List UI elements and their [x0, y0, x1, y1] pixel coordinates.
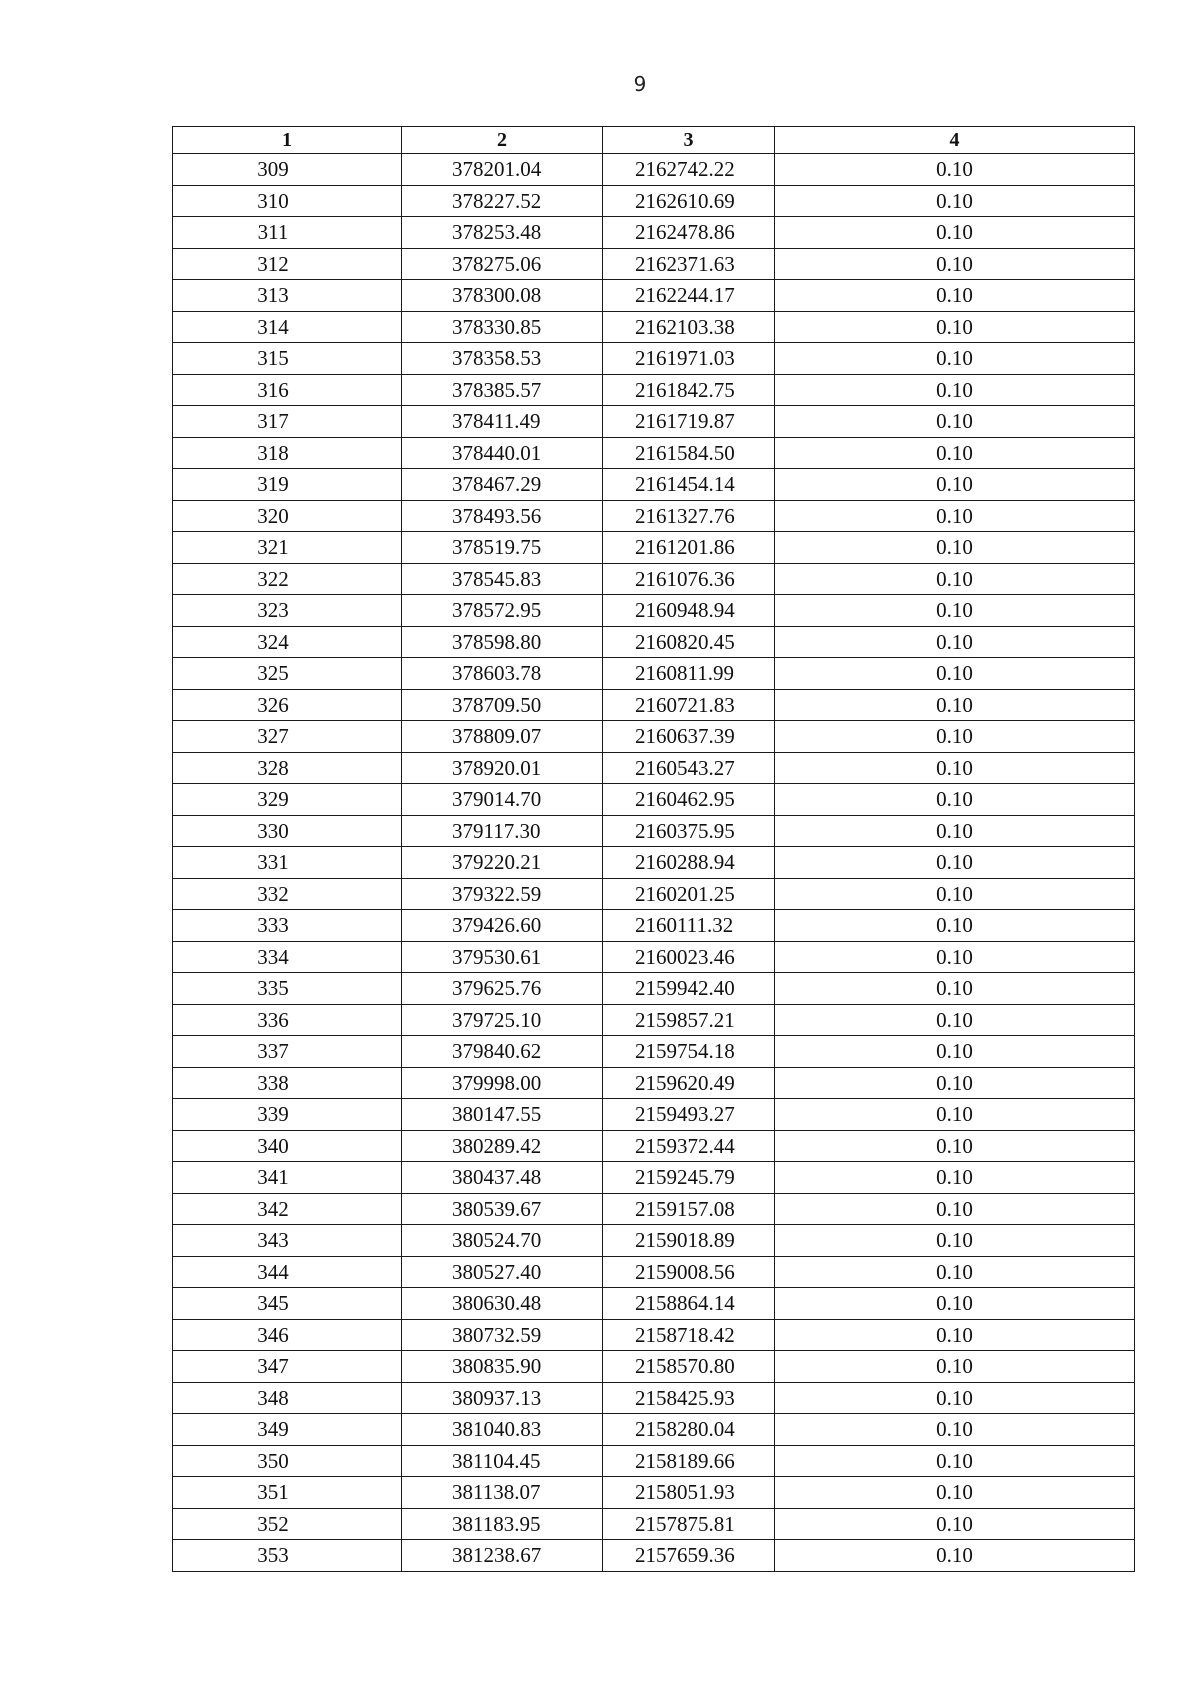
table-cell: 2162103.38 [603, 311, 775, 343]
table-cell: 380437.48 [402, 1162, 603, 1194]
table-cell: 2161584.50 [603, 437, 775, 469]
table-cell: 381238.67 [402, 1540, 603, 1572]
table-cell: 379725.10 [402, 1004, 603, 1036]
table-cell: 0.10 [775, 1319, 1135, 1351]
table-cell: 336 [173, 1004, 402, 1036]
table-row [173, 1382, 1135, 1414]
table-cell: 0.10 [775, 752, 1135, 784]
table-row [173, 532, 1135, 564]
table-cell: 315 [173, 343, 402, 375]
table-row [173, 626, 1135, 658]
table-row [173, 1445, 1135, 1477]
table-row [173, 1193, 1135, 1225]
table-row [173, 185, 1135, 217]
table-cell: 325 [173, 658, 402, 690]
table-body [173, 154, 1135, 1572]
table-cell: 380630.48 [402, 1288, 603, 1320]
table-cell: 2158280.04 [603, 1414, 775, 1446]
table-cell: 0.10 [775, 1288, 1135, 1320]
column-header: 4 [775, 127, 1135, 154]
table-cell: 2161076.36 [603, 563, 775, 595]
table-row [173, 154, 1135, 186]
table-cell: 331 [173, 847, 402, 879]
table-cell: 378493.56 [402, 500, 603, 532]
table-row [173, 469, 1135, 501]
table-cell: 381183.95 [402, 1508, 603, 1540]
table-cell: 0.10 [775, 1382, 1135, 1414]
table-cell: 380732.59 [402, 1319, 603, 1351]
table-row [173, 1099, 1135, 1131]
table-cell: 347 [173, 1351, 402, 1383]
table-row [173, 752, 1135, 784]
table-cell: 0.10 [775, 910, 1135, 942]
table-cell: 0.10 [775, 248, 1135, 280]
table-cell: 380835.90 [402, 1351, 603, 1383]
table-cell: 329 [173, 784, 402, 816]
table-cell: 2158718.42 [603, 1319, 775, 1351]
table-cell: 2160111.32 [603, 910, 775, 942]
table-cell: 2157875.81 [603, 1508, 775, 1540]
table-cell: 378411.49 [402, 406, 603, 438]
table-cell: 381040.83 [402, 1414, 603, 1446]
table-cell: 0.10 [775, 689, 1135, 721]
table-cell: 2162371.63 [603, 248, 775, 280]
table-cell: 2159942.40 [603, 973, 775, 1005]
table-cell: 378440.01 [402, 437, 603, 469]
table-row [173, 941, 1135, 973]
table-row [173, 1319, 1135, 1351]
table-cell: 0.10 [775, 941, 1135, 973]
table-cell: 2160811.99 [603, 658, 775, 690]
table-cell: 346 [173, 1319, 402, 1351]
table-row [173, 1477, 1135, 1509]
table-row [173, 595, 1135, 627]
table-cell: 379220.21 [402, 847, 603, 879]
table-header-row [173, 127, 1135, 154]
table-cell: 2158425.93 [603, 1382, 775, 1414]
table-cell: 0.10 [775, 374, 1135, 406]
table-cell: 2162610.69 [603, 185, 775, 217]
table-cell: 0.10 [775, 311, 1135, 343]
table-cell: 0.10 [775, 1099, 1135, 1131]
table-row [173, 563, 1135, 595]
table-cell: 0.10 [775, 847, 1135, 879]
table-cell: 2159008.56 [603, 1256, 775, 1288]
table-cell: 379117.30 [402, 815, 603, 847]
table-row [173, 784, 1135, 816]
table-row [173, 1351, 1135, 1383]
table-cell: 0.10 [775, 1036, 1135, 1068]
table-cell: 0.10 [775, 815, 1135, 847]
table-cell: 379322.59 [402, 878, 603, 910]
table-cell: 2159493.27 [603, 1099, 775, 1131]
table-cell: 2159245.79 [603, 1162, 775, 1194]
page-number: 9 [633, 72, 647, 96]
table-cell: 378300.08 [402, 280, 603, 312]
table-cell: 318 [173, 437, 402, 469]
table-cell: 380539.67 [402, 1193, 603, 1225]
table-cell: 0.10 [775, 154, 1135, 186]
table-cell: 0.10 [775, 721, 1135, 753]
table-cell: 0.10 [775, 1067, 1135, 1099]
table-row [173, 1508, 1135, 1540]
table-cell: 2161201.86 [603, 532, 775, 564]
table-row [173, 1036, 1135, 1068]
table-cell: 380147.55 [402, 1099, 603, 1131]
table-cell: 326 [173, 689, 402, 721]
table-cell: 379840.62 [402, 1036, 603, 1068]
table-row [173, 217, 1135, 249]
table-row [173, 815, 1135, 847]
table-row [173, 1288, 1135, 1320]
column-header: 3 [603, 127, 775, 154]
table-row [173, 878, 1135, 910]
table-cell: 0.10 [775, 1477, 1135, 1509]
table-cell: 380289.42 [402, 1130, 603, 1162]
table-cell: 314 [173, 311, 402, 343]
table-cell: 0.10 [775, 878, 1135, 910]
table-row [173, 1256, 1135, 1288]
table-cell: 378227.52 [402, 185, 603, 217]
table-cell: 2159857.21 [603, 1004, 775, 1036]
table-cell: 0.10 [775, 1193, 1135, 1225]
column-header: 1 [173, 127, 402, 154]
table-cell: 378358.53 [402, 343, 603, 375]
table-row [173, 343, 1135, 375]
table-cell: 343 [173, 1225, 402, 1257]
table-cell: 338 [173, 1067, 402, 1099]
table-cell: 380524.70 [402, 1225, 603, 1257]
table-cell: 379014.70 [402, 784, 603, 816]
table-cell: 378467.29 [402, 469, 603, 501]
table-cell: 378201.04 [402, 154, 603, 186]
table-row [173, 689, 1135, 721]
table-cell: 327 [173, 721, 402, 753]
table-cell: 339 [173, 1099, 402, 1131]
table-row [173, 721, 1135, 753]
table-cell: 328 [173, 752, 402, 784]
table-cell: 2162478.86 [603, 217, 775, 249]
table-cell: 312 [173, 248, 402, 280]
column-header: 2 [402, 127, 603, 154]
table-row [173, 1004, 1135, 1036]
table-cell: 2162742.22 [603, 154, 775, 186]
table-cell: 350 [173, 1445, 402, 1477]
table-cell: 0.10 [775, 973, 1135, 1005]
table-cell: 381104.45 [402, 1445, 603, 1477]
table-cell: 2160288.94 [603, 847, 775, 879]
table-cell: 0.10 [775, 437, 1135, 469]
table-cell: 311 [173, 217, 402, 249]
table-row [173, 500, 1135, 532]
table-cell: 309 [173, 154, 402, 186]
table-cell: 0.10 [775, 1004, 1135, 1036]
table-cell: 2159018.89 [603, 1225, 775, 1257]
table-cell: 2160543.27 [603, 752, 775, 784]
table-cell: 0.10 [775, 1414, 1135, 1446]
table-cell: 2160462.95 [603, 784, 775, 816]
table-cell: 0.10 [775, 1225, 1135, 1257]
table-cell: 322 [173, 563, 402, 595]
table-cell: 334 [173, 941, 402, 973]
table-cell: 349 [173, 1414, 402, 1446]
table-cell: 2160948.94 [603, 595, 775, 627]
table-cell: 378545.83 [402, 563, 603, 595]
table-cell: 0.10 [775, 595, 1135, 627]
table-row [173, 910, 1135, 942]
table-row [173, 1067, 1135, 1099]
table-cell: 345 [173, 1288, 402, 1320]
table-cell: 378253.48 [402, 217, 603, 249]
table-cell: 379530.61 [402, 941, 603, 973]
table-cell: 0.10 [775, 1445, 1135, 1477]
table-cell: 0.10 [775, 1508, 1135, 1540]
table-cell: 324 [173, 626, 402, 658]
table-cell: 2160820.45 [603, 626, 775, 658]
table-row [173, 1414, 1135, 1446]
table-cell: 2160721.83 [603, 689, 775, 721]
table-cell: 379426.60 [402, 910, 603, 942]
coordinates-table [172, 126, 1135, 1572]
table-cell: 317 [173, 406, 402, 438]
table-cell: 0.10 [775, 626, 1135, 658]
table-cell: 378920.01 [402, 752, 603, 784]
table-cell: 333 [173, 910, 402, 942]
table-cell: 352 [173, 1508, 402, 1540]
table-cell: 2159157.08 [603, 1193, 775, 1225]
table-cell: 0.10 [775, 185, 1135, 217]
table-cell: 321 [173, 532, 402, 564]
table-cell: 0.10 [775, 658, 1135, 690]
table-cell: 0.10 [775, 1130, 1135, 1162]
table-cell: 0.10 [775, 1256, 1135, 1288]
table-row [173, 973, 1135, 1005]
table-cell: 380527.40 [402, 1256, 603, 1288]
table-cell: 2158051.93 [603, 1477, 775, 1509]
table-cell: 310 [173, 185, 402, 217]
table-cell: 0.10 [775, 1540, 1135, 1572]
table-cell: 2159372.44 [603, 1130, 775, 1162]
table-row [173, 374, 1135, 406]
table-cell: 2157659.36 [603, 1540, 775, 1572]
table-cell: 378385.57 [402, 374, 603, 406]
table-cell: 348 [173, 1382, 402, 1414]
table-cell: 0.10 [775, 563, 1135, 595]
table-cell: 330 [173, 815, 402, 847]
table-cell: 332 [173, 878, 402, 910]
table-cell: 2160023.46 [603, 941, 775, 973]
table-cell: 380937.13 [402, 1382, 603, 1414]
table-cell: 337 [173, 1036, 402, 1068]
table-cell: 2161971.03 [603, 343, 775, 375]
table-cell: 2158864.14 [603, 1288, 775, 1320]
table-cell: 316 [173, 374, 402, 406]
table-cell: 2160201.25 [603, 878, 775, 910]
table-cell: 2160637.39 [603, 721, 775, 753]
table-cell: 378598.80 [402, 626, 603, 658]
table-cell: 319 [173, 469, 402, 501]
table-cell: 2159620.49 [603, 1067, 775, 1099]
table-cell: 351 [173, 1477, 402, 1509]
table-cell: 344 [173, 1256, 402, 1288]
table-cell: 381138.07 [402, 1477, 603, 1509]
table-cell: 0.10 [775, 343, 1135, 375]
table-cell: 378275.06 [402, 248, 603, 280]
table-cell: 353 [173, 1540, 402, 1572]
table-row [173, 248, 1135, 280]
table-cell: 0.10 [775, 1162, 1135, 1194]
table-cell: 378519.75 [402, 532, 603, 564]
table-cell: 0.10 [775, 217, 1135, 249]
table-cell: 0.10 [775, 406, 1135, 438]
table-row [173, 311, 1135, 343]
table-cell: 0.10 [775, 532, 1135, 564]
table-cell: 2158189.66 [603, 1445, 775, 1477]
table-cell: 2161719.87 [603, 406, 775, 438]
table-cell: 378709.50 [402, 689, 603, 721]
table-cell: 0.10 [775, 784, 1135, 816]
table-cell: 2161842.75 [603, 374, 775, 406]
table-cell: 378603.78 [402, 658, 603, 690]
table-row [173, 437, 1135, 469]
table-cell: 2160375.95 [603, 815, 775, 847]
table-row [173, 280, 1135, 312]
table-cell: 323 [173, 595, 402, 627]
table-row [173, 658, 1135, 690]
table-row [173, 406, 1135, 438]
table-cell: 379998.00 [402, 1067, 603, 1099]
table-cell: 340 [173, 1130, 402, 1162]
table-cell: 2158570.80 [603, 1351, 775, 1383]
table-cell: 2162244.17 [603, 280, 775, 312]
table-cell: 0.10 [775, 469, 1135, 501]
table-cell: 378330.85 [402, 311, 603, 343]
table-row [173, 847, 1135, 879]
table-cell: 341 [173, 1162, 402, 1194]
table-cell: 378572.95 [402, 595, 603, 627]
table-cell: 379625.76 [402, 973, 603, 1005]
table-cell: 2161327.76 [603, 500, 775, 532]
table-row [173, 1162, 1135, 1194]
table-cell: 0.10 [775, 1351, 1135, 1383]
table-cell: 0.10 [775, 500, 1135, 532]
table-row [173, 1130, 1135, 1162]
table-cell: 2161454.14 [603, 469, 775, 501]
table-cell: 313 [173, 280, 402, 312]
table-cell: 0.10 [775, 280, 1135, 312]
table-cell: 2159754.18 [603, 1036, 775, 1068]
table-cell: 378809.07 [402, 721, 603, 753]
table-cell: 320 [173, 500, 402, 532]
table-row [173, 1540, 1135, 1572]
table-row [173, 1225, 1135, 1257]
table-cell: 335 [173, 973, 402, 1005]
table-cell: 342 [173, 1193, 402, 1225]
